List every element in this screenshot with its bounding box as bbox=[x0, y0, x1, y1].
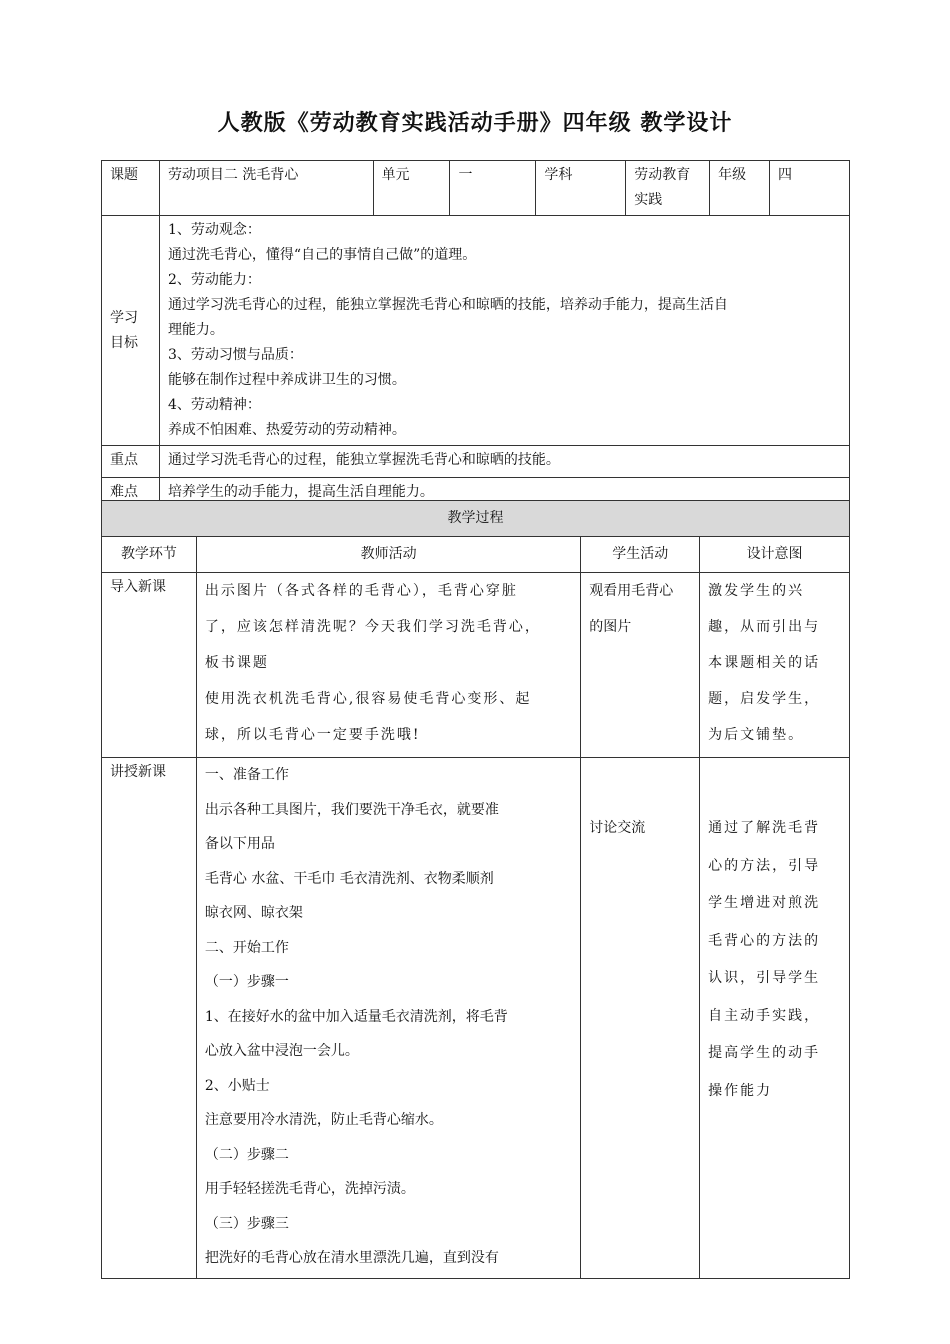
key-point-text: 通过学习洗毛背心的过程，能独立掌握洗毛背心和晾晒的技能。 bbox=[159, 446, 849, 478]
teacher-line: 晾衣网、晾衣架 bbox=[204, 905, 303, 921]
teacher-line: （二）步骤二 bbox=[204, 1146, 289, 1163]
student-activity-new-lesson bbox=[581, 758, 700, 1279]
difficulty-label: 难点 bbox=[102, 478, 160, 510]
unit-label: 单元 bbox=[373, 161, 450, 216]
process-section-title: 教学过程 bbox=[102, 501, 850, 537]
intent-line: 认识，引导学生 bbox=[708, 970, 821, 986]
teacher-line: 用手轻轻搓洗毛背心，洗掉污渍。 bbox=[204, 1181, 415, 1197]
header-student: 学生活动 bbox=[581, 537, 700, 573]
subject-label: 学科 bbox=[536, 161, 626, 216]
teacher-line: 心放入盆中浸泡一会儿。 bbox=[204, 1043, 359, 1059]
student-activity-intro bbox=[581, 573, 700, 758]
student-line: 讨论交流 bbox=[589, 820, 646, 836]
goal-line: 通过学习洗毛背心的过程，能独立掌握洗毛背心和晾晒的技能，培养动手能力，提高生活自 bbox=[167, 297, 728, 313]
goals-label bbox=[102, 216, 160, 446]
subject-value-line: 实践 bbox=[634, 192, 663, 208]
intent-line: 自主动手实践， bbox=[708, 1007, 821, 1024]
teacher-line: 使用洗衣机洗毛背心,很容易使毛背心变形、起 bbox=[204, 691, 532, 707]
intent-line: 趣，从而引出与 bbox=[708, 619, 821, 635]
goal-line: 通过洗毛背心，懂得“自己的事情自己做”的道理。 bbox=[167, 247, 477, 263]
goal-line: 理能力。 bbox=[167, 322, 224, 338]
header-teacher: 教师活动 bbox=[196, 537, 580, 573]
difficulty-text: 培养学生的动手能力，提高生活自理能力。 bbox=[159, 478, 849, 510]
intent-line: 提高学生的动手 bbox=[708, 1045, 821, 1061]
student-line: 观看用毛背心 bbox=[589, 583, 674, 599]
goal-line: 2、劳动能力： bbox=[167, 272, 261, 288]
intent-line: 通过了解洗毛背 bbox=[708, 820, 821, 836]
teacher-line: 注意要用冷水清洗，防止毛背心缩水。 bbox=[204, 1112, 443, 1128]
teacher-line: 1、在接好水的盆中加入适量毛衣清洗剂，将毛背 bbox=[204, 1008, 508, 1025]
teacher-line: 备以下用品 bbox=[204, 836, 275, 852]
teacher-line: 板书课题 bbox=[204, 655, 269, 671]
subject-value-line: 劳动教育 bbox=[634, 167, 691, 183]
teacher-line: （三）步骤三 bbox=[204, 1215, 289, 1232]
intent-line: 本课题相关的话 bbox=[708, 655, 821, 671]
goal-line: 1、劳动观念： bbox=[167, 222, 261, 238]
key-point-label: 重点 bbox=[102, 446, 160, 478]
intent-line: 学生增进对煎洗 bbox=[708, 895, 821, 911]
topic-value: 劳动项目二 洗毛背心 bbox=[159, 161, 373, 216]
intent-line: 题，启发学生， bbox=[708, 691, 821, 707]
intent-line: 激发学生的兴 bbox=[708, 583, 805, 599]
teacher-line: 了，应该怎样清洗呢？今天我们学习洗毛背心， bbox=[204, 619, 541, 635]
teacher-activity-new-lesson bbox=[196, 758, 580, 1279]
teacher-line: 2、小贴士 bbox=[204, 1077, 270, 1094]
intent-line: 操作能力 bbox=[708, 1082, 773, 1099]
teacher-line: （一）步骤一 bbox=[204, 974, 289, 990]
teacher-line: 出示图片（各式各样的毛背心），毛背心穿脏 bbox=[204, 583, 518, 599]
teacher-line: 毛背心 水盆、干毛巾 毛衣清洗剂、衣物柔顺剂 bbox=[204, 870, 494, 887]
grade-label: 年级 bbox=[710, 161, 770, 216]
header-stage: 教学环节 bbox=[102, 537, 197, 573]
teacher-line: 球，所以毛背心一定要手洗哦! bbox=[204, 727, 421, 743]
intent-line: 心的方法，引导 bbox=[708, 857, 821, 874]
student-line: 的图片 bbox=[589, 619, 632, 635]
unit-value: 一 bbox=[450, 161, 536, 216]
goal-line: 养成不怕困难、热爱劳动的劳动精神。 bbox=[167, 422, 406, 438]
teacher-activity-intro bbox=[196, 573, 580, 758]
design-intent-intro bbox=[700, 573, 850, 758]
intent-line: 毛背心的方法的 bbox=[708, 932, 821, 949]
page-title: 人教版《劳动教育实践活动手册》四年级 教学设计 bbox=[217, 110, 733, 136]
intent-line: 为后文铺垫。 bbox=[708, 727, 805, 743]
goals-label-line: 学习 bbox=[110, 309, 138, 326]
teacher-line: 把洗好的毛背心放在清水里漂洗几遍，直到没有 bbox=[204, 1250, 499, 1266]
design-intent-new-lesson bbox=[700, 758, 850, 1279]
goals-content bbox=[159, 216, 849, 446]
stage-intro: 导入新课 bbox=[102, 573, 197, 758]
stage-new-lesson: 讲授新课 bbox=[102, 758, 197, 1279]
info-table bbox=[101, 160, 850, 510]
process-table bbox=[101, 500, 850, 1279]
goal-line: 3、劳动习惯与品质： bbox=[167, 347, 303, 363]
goal-line: 4、劳动精神： bbox=[167, 397, 261, 413]
goal-line: 能够在制作过程中养成讲卫生的习惯。 bbox=[167, 372, 406, 388]
teacher-line: 二、开始工作 bbox=[204, 939, 289, 956]
grade-value: 四 bbox=[770, 161, 850, 216]
subject-value bbox=[626, 161, 710, 216]
teacher-line: 出示各种工具图片，我们要洗干净毛衣，就要准 bbox=[204, 801, 499, 818]
header-intent: 设计意图 bbox=[700, 537, 850, 573]
goals-label-line: 目标 bbox=[110, 334, 138, 351]
teacher-line: 一、准备工作 bbox=[204, 767, 289, 783]
topic-label: 课题 bbox=[102, 161, 160, 216]
